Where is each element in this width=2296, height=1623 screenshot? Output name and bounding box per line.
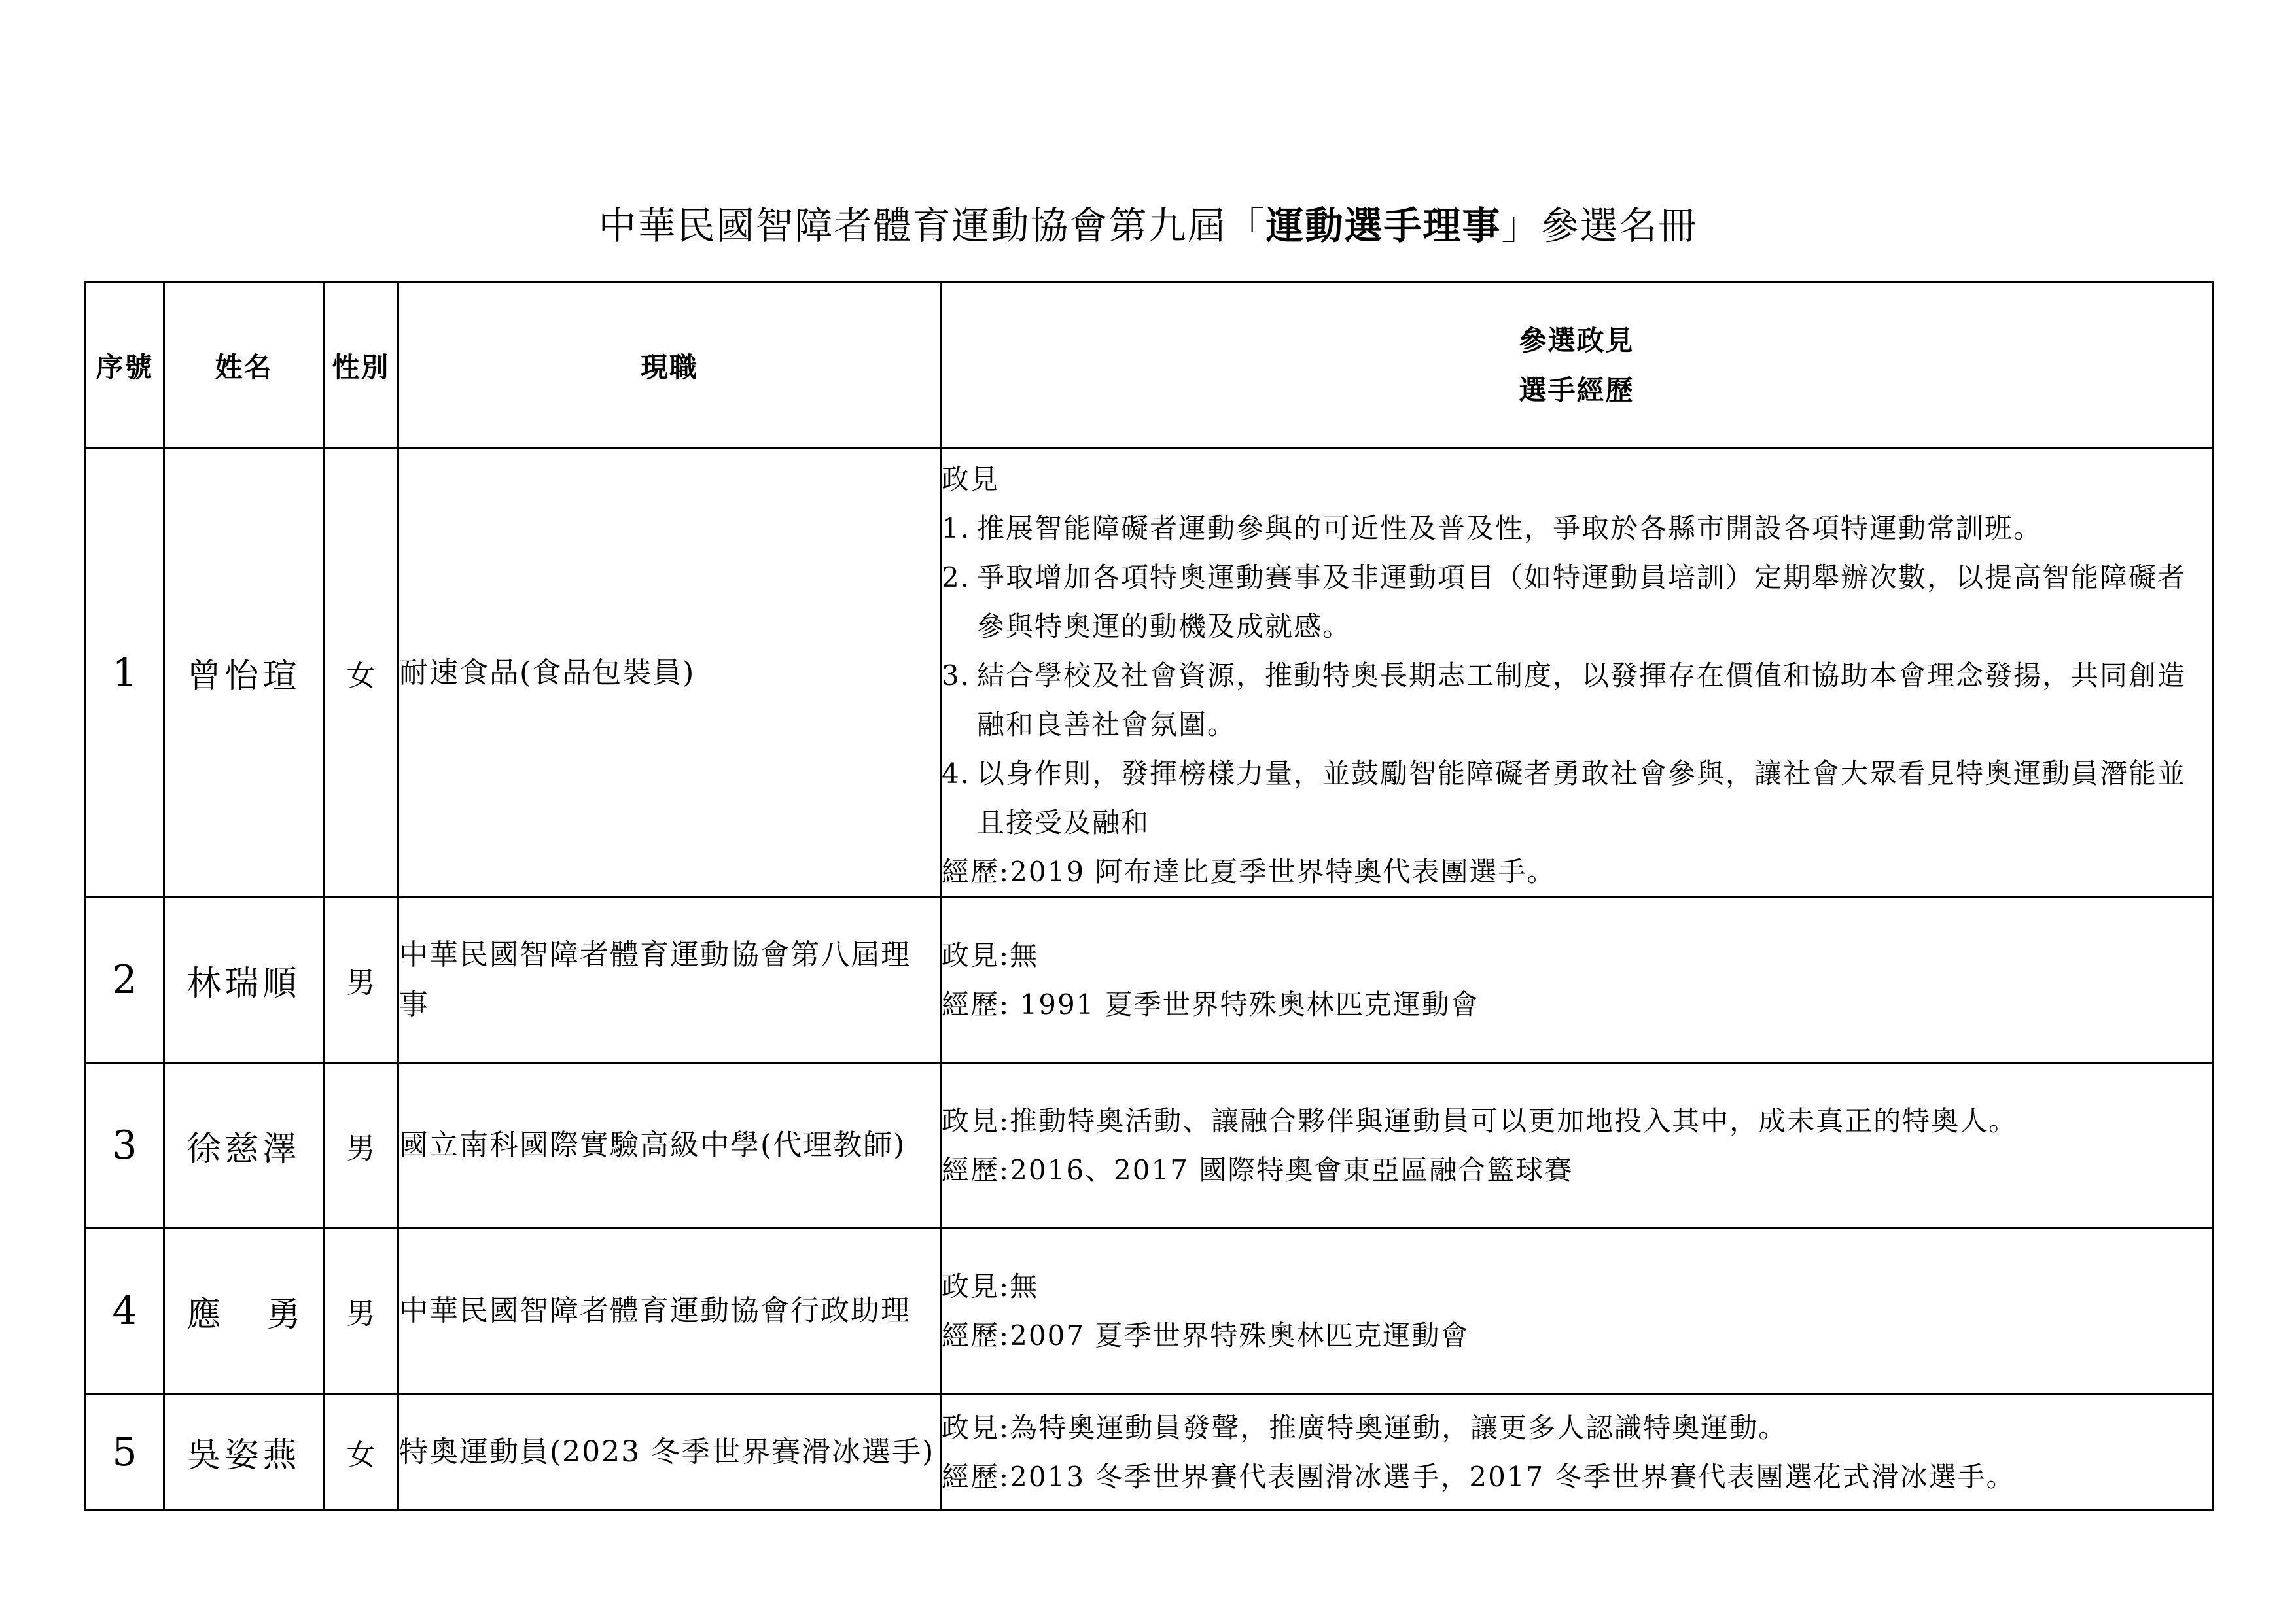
row-number: 4 <box>86 1229 164 1394</box>
table-header-row <box>86 283 2213 449</box>
views-point-text: 結合學校及社會資源，推動特奧長期志工制度，以發揮存在價值和協助本會理念發揚，共同創造融和良善社會氛圍。 <box>977 659 2187 741</box>
candidate-experience: 經歷: 1991 夏季世界特殊奧林匹克運動會 <box>942 988 1479 1021</box>
candidate-job: 耐速食品(食品包裝員) <box>398 449 941 898</box>
header-views-line2: 選手經歷 <box>1519 374 1634 406</box>
candidate-name: 吳姿燕 <box>164 1394 324 1510</box>
views-point <box>942 651 2212 749</box>
candidate-gender: 男 <box>324 898 398 1063</box>
candidate-job: 特奧運動員(2023 冬季世界賽滑冰選手) <box>398 1394 941 1510</box>
views-point <box>942 749 2212 847</box>
views-point <box>942 553 2212 651</box>
views-text: 政見:推動特奧活動、讓融合夥伴與運動員可以更加地投入其中，成未真正的特奧人。 <box>942 1105 2018 1137</box>
candidate-job: 國立南科國際實驗高級中學(代理教師) <box>398 1063 941 1229</box>
candidate-name-part: 勇 <box>266 1295 301 1335</box>
title-suffix: 」參選名冊 <box>1501 203 1698 248</box>
header-job: 現職 <box>398 283 941 449</box>
views-point <box>942 504 2212 553</box>
header-no: 序號 <box>86 283 164 449</box>
candidate-job: 中華民國智障者體育運動協會第八屆理事 <box>398 898 941 1063</box>
table-row <box>86 1229 2213 1394</box>
candidate-name <box>164 1229 324 1394</box>
views-point-text: 以身作則，發揮榜樣力量，並鼓勵智能障礙者勇敢社會參與，讓社會大眾看見特奧運動員潛能並且接受及融和 <box>977 758 2187 839</box>
views-text: 政見:為特奧運動員發聲，推廣特奧運動，讓更多人認識特奧運動。 <box>942 1411 1788 1444</box>
candidate-experience: 經歷:2019 阿布達比夏季世界特奧代表團選手。 <box>942 856 1556 888</box>
candidate-job: 中華民國智障者體育運動協會行政助理 <box>398 1229 941 1394</box>
table-row <box>86 1063 2213 1229</box>
views-heading: 政見 <box>942 463 1000 495</box>
table-row <box>86 898 2213 1063</box>
header-views-line1: 參選政見 <box>1519 324 1634 357</box>
row-number: 2 <box>86 898 164 1063</box>
candidate-experience: 經歷:2013 冬季世界賽代表團滑冰選手，2017 冬季世界賽代表團選花式滑冰選手。 <box>942 1460 2015 1493</box>
views-text: 政見:無 <box>942 1270 1039 1302</box>
candidate-name: 徐慈澤 <box>164 1063 324 1229</box>
candidate-experience: 經歷:2007 夏季世界特殊奧林匹克運動會 <box>942 1319 1470 1352</box>
views-point-text: 爭取增加各項特奧運動賽事及非運動項目（如特運動員培訓）定期舉辦次數，以提高智能障礙者參與特奧運的動機及成就感。 <box>977 561 2187 642</box>
row-number: 5 <box>86 1394 164 1510</box>
candidate-views <box>941 898 2213 1063</box>
row-number: 1 <box>86 449 164 898</box>
candidate-views <box>941 1063 2213 1229</box>
title-prefix: 中華民國智障者體育運動協會第九屆「 <box>598 203 1266 248</box>
candidate-gender: 男 <box>324 1063 398 1229</box>
candidate-name: 曾怡瑄 <box>164 449 324 898</box>
table-row <box>86 449 2213 898</box>
views-point-number: 3. <box>942 659 971 691</box>
candidate-views <box>941 1394 2213 1510</box>
page-title <box>0 196 2296 255</box>
views-point-text: 推展智能障礙者運動參與的可近性及普及性，爭取於各縣市開設各項特運動常訓班。 <box>977 512 2043 544</box>
views-point-number: 4. <box>942 758 971 790</box>
candidate-name-part: 應 <box>186 1295 221 1335</box>
views-point-number: 1. <box>942 512 971 544</box>
table-row <box>86 1394 2213 1510</box>
title-emphasis: 運動選手理事 <box>1265 203 1502 248</box>
row-number: 3 <box>86 1063 164 1229</box>
candidate-gender: 女 <box>324 1394 398 1510</box>
views-text: 政見:無 <box>942 939 1039 971</box>
candidate-name: 林瑞順 <box>164 898 324 1063</box>
header-name: 姓名 <box>164 283 324 449</box>
candidate-experience: 經歷:2016、2017 國際特奧會東亞區融合籃球賽 <box>942 1154 1574 1186</box>
candidate-gender: 男 <box>324 1229 398 1394</box>
candidate-views <box>941 449 2213 898</box>
header-views <box>941 283 2213 449</box>
candidate-gender: 女 <box>324 449 398 898</box>
candidate-table <box>84 281 2214 1511</box>
header-gender: 性別 <box>324 283 398 449</box>
views-point-number: 2. <box>942 561 971 593</box>
candidate-views <box>941 1229 2213 1394</box>
